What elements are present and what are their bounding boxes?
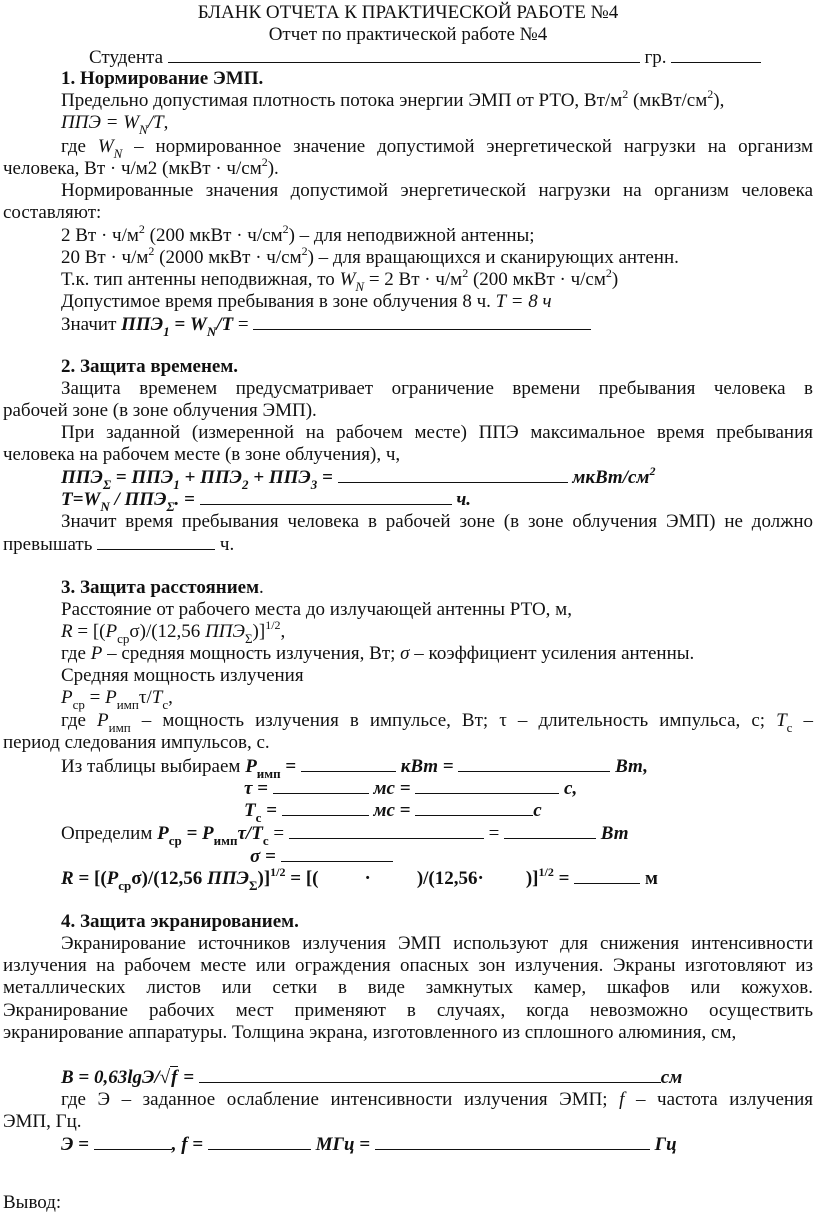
section3-table-pimp: Из таблицы выбираем $Р_{имп}$ = кВт = Вт, — [61, 756, 649, 781]
section3-where2-line2: период следования импульсов, с. — [3, 732, 270, 753]
group-label: гр. — [644, 47, 667, 68]
group-blank[interactable] — [671, 46, 761, 63]
ppe-sum-blank[interactable] — [338, 466, 568, 483]
section2-p1-line1: Защита временем предусматривает ограничение времени пребывания человека в — [61, 378, 813, 399]
section4-p3: металлических листов или сетки в виде замкнутых камер, шкафов или кожухов. — [3, 977, 813, 998]
f-hz-blank[interactable] — [375, 1133, 650, 1150]
section1-result: Значит $ППЭ_1 = W_N/T$ = — [61, 313, 813, 336]
section3-formula-r: $R = [(P_{ср}\sigma)/(12,56$ $ППЭ_\Sigma)]^{1/2}$, — [61, 617, 286, 646]
document-title: БЛАНК ОТЧЕТА К ПРАКТИЧЕСКОЙ РАБОТЕ №4 — [197, 2, 619, 23]
document-subtitle: Отчет по практической работе №4 — [268, 24, 548, 45]
ppe1-blank[interactable] — [253, 313, 591, 330]
student-name-blank[interactable] — [168, 46, 640, 63]
tc-s-blank[interactable] — [415, 799, 533, 816]
section2-formula-sum: $ППЭ_\Sigma = ППЭ_1 + ППЭ_2 + ППЭ_3$ = мкВт/$см^2$ — [61, 463, 656, 492]
max-time-blank[interactable] — [97, 533, 215, 550]
section2-p3-line2: превышать ч. — [3, 534, 235, 555]
section1-p1: Предельно допустимая плотность потока энергии ЭМП от РТО, $Вт/м^2$ $(мкВт/см^2)$, — [61, 86, 725, 111]
section4-p4: Экранирование рабочих мест применяют в случаях, когда невозможно осуществить — [3, 1000, 813, 1021]
section3-p1: Расстояние от рабочего места до излучающей антенны РТО, м, — [61, 599, 572, 620]
section2-p1-line2: рабочей зоне (в зоне облучения ЭМП). — [3, 400, 317, 421]
section1-title: 1. Нормирование ЭМП. — [61, 68, 264, 89]
section4-values: Э = , f = МГц = Гц — [61, 1134, 677, 1155]
tau-s-blank[interactable] — [415, 777, 559, 794]
student-line — [89, 46, 816, 69]
section4-formula-b: B = 0,63lgЭ/√f = см — [61, 1067, 683, 1088]
section1-antenna-type: Т.к. тип антенны неподвижная, то $W_N = 2$ Вт · $ч/м^2$ (200 мкВт · $ч/см^2$) — [61, 265, 619, 294]
tau-ms-blank[interactable] — [273, 777, 369, 794]
section3-p2: Средняя мощность излучения — [61, 665, 304, 686]
section1-p2-line1: Нормированные значения допустимой энергетической нагрузки на организм человека — [61, 180, 813, 201]
e-blank[interactable] — [94, 1133, 172, 1150]
pcp-value-blank[interactable] — [504, 822, 596, 839]
tc-ms-blank[interactable] — [282, 799, 369, 816]
pimp-w-blank[interactable] — [458, 755, 610, 772]
section3-r-calc: $R = [(Р_{ср}\sigma)/(12,56$ $ППЭ_\Sigma)]^{1/2}$ = [( · )/(12,56· )]$^{1/2}$ = м — [61, 864, 658, 893]
section2-p3-line1: Значит время пребывания человека в рабочей зоне (в зоне облучения ЭМП) не должно — [61, 511, 813, 532]
b-result-blank[interactable] — [199, 1066, 661, 1083]
section4-p2: излучения на рабочем месте или ограждения опасных зон излучения. Экраны изготовляют из — [3, 955, 813, 976]
section1-value-rotating: 20 Вт · $ч/м^2$ (2000 мкВт · $ч/см^2$) – для вращающихся и сканирующих антенн. — [61, 243, 679, 268]
section3-table-tau: τ = мс = с, — [244, 778, 578, 799]
sigma-blank[interactable] — [281, 845, 393, 862]
section3-where2-line1: где $P_{имп}$ – мощность излучения в импульсе, Вт; τ – длительность импульса, с; $T_с$ – — [61, 710, 813, 735]
student-label: Студента — [89, 47, 164, 68]
section3-formula-pcp: $P_{ср} = P_{имп}\tau/T_с$, — [61, 687, 173, 712]
r-result-blank[interactable] — [574, 867, 640, 884]
section4-where-line1: где Э – заданное ослабление интенсивности излучения ЭМП; f – частота излучения — [61, 1089, 813, 1110]
section4-p1: Экранирование источников излучения ЭМП используют для снижения интенсивности — [61, 933, 813, 954]
section1-where-line1: где $W_N$ – нормированное значение допустимой энергетической нагрузки на организм — [61, 136, 813, 161]
section1-time: Допустимое время пребывания в зоне облучения 8 ч. T = 8 ч — [61, 291, 552, 312]
section2-p2-line2: человека на рабочем месте (в зоне облучения), ч, — [3, 444, 401, 465]
section3-title: 3. Защита расстоянием. — [61, 577, 264, 598]
section1-value-fixed: 2 Вт · $ч/м^2$ (200 мкВт · $ч/см^2$) – для неподвижной антенны; — [61, 221, 535, 246]
section2-formula-time: $T=W_N / ППЭ_\Sigma$. = ч. — [61, 489, 472, 514]
section1-formula-ppe: ППЭ = $W_N/T$, — [61, 112, 169, 137]
pcp-expr-blank[interactable] — [289, 822, 484, 839]
section2-title: 2. Защита временем. — [61, 356, 239, 377]
section3-define-pcp: Определим $Р_{ср} = Р_{имп}\tau/T_с$ = = Вт — [61, 823, 629, 848]
pimp-kw-blank[interactable] — [301, 755, 396, 772]
conclusion-label: Вывод: — [3, 1192, 62, 1213]
section4-title: 4. Защита экранированием. — [61, 911, 299, 932]
f-mhz-blank[interactable] — [208, 1133, 311, 1150]
section1-p2-line2: составляют: — [3, 202, 102, 223]
section2-p2-line1: При заданной (измеренной на рабочем месте) ППЭ максимальное время пребывания — [61, 422, 813, 443]
section3-where1: где P – средняя мощность излучения, Вт; σ – коэффициент усиления антенны. — [61, 643, 695, 664]
section3-table-tc: $T_с$ = мс = с — [244, 800, 542, 825]
section4-p5: экранирование аппаратуры. Толщина экрана, изготовленного из сплошного алюминия, см, — [3, 1022, 737, 1043]
section1-where-line2: человека, Вт · ч/м2 (мкВт · $ч/см^2$). — [3, 154, 279, 179]
section4-where-line2: ЭМП, Гц. — [3, 1111, 82, 1132]
time-blank[interactable] — [200, 488, 452, 505]
section3-sigma: σ = — [250, 845, 816, 868]
